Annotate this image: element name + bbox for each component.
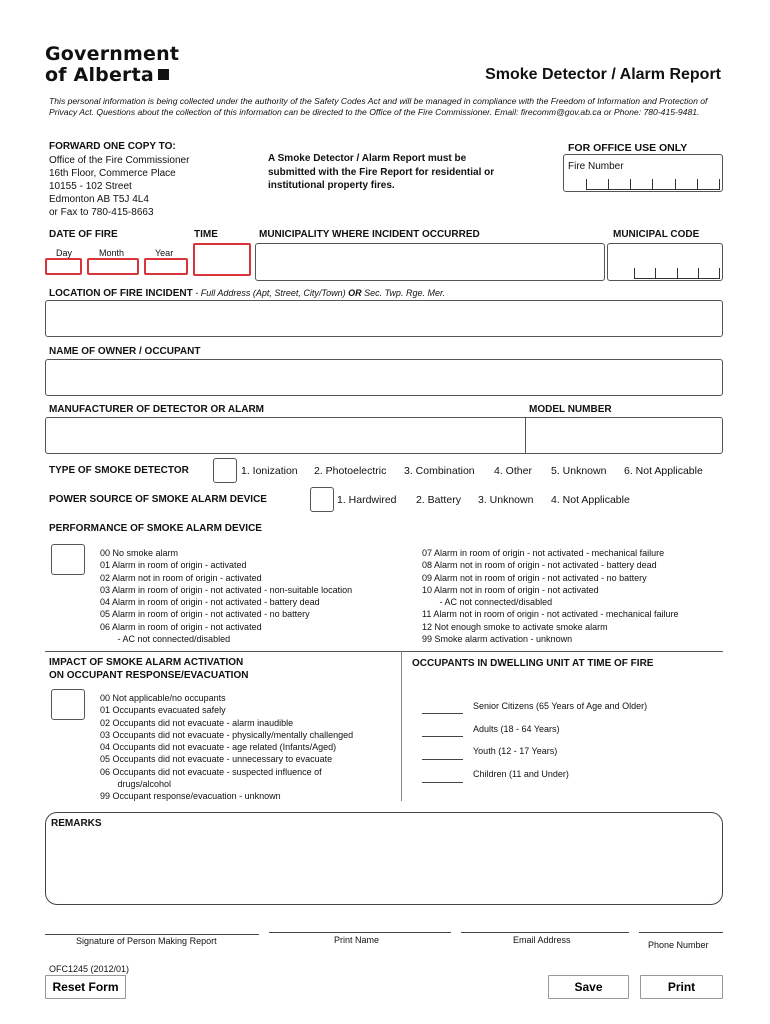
power-option: 2. Battery <box>416 494 461 506</box>
youth-count-line[interactable] <box>422 759 463 760</box>
list-item: - AC not connected/disabled <box>100 634 231 645</box>
day-input[interactable] <box>45 258 82 275</box>
list-item: 99 Occupant response/evacuation - unknown <box>100 791 281 802</box>
signature-label: Signature of Person Making Report <box>76 936 217 946</box>
children-count-line[interactable] <box>422 782 463 783</box>
detector-option: 1. Ionization <box>241 465 298 477</box>
adults-count-line[interactable] <box>422 736 463 737</box>
month-label: Month <box>99 248 125 258</box>
forward-line: or Fax to 780-415-8663 <box>49 207 154 218</box>
forward-line: Edmonton AB T5J 4L4 <box>49 194 149 205</box>
municipal-code-ticks <box>634 268 720 279</box>
model-number-label: MODEL NUMBER <box>529 404 612 415</box>
location-hint-suffix: Sec. Twp. Rge. Mer. <box>361 288 446 298</box>
forward-line: Office of the Fire Commissioner <box>49 155 190 166</box>
list-item: 06 Alarm in room of origin - not activated <box>100 621 262 632</box>
list-item: 00 No smoke alarm <box>100 548 179 558</box>
print-name-line[interactable] <box>269 932 451 933</box>
government-of-alberta-logo <box>45 44 179 86</box>
fire-number-label: Fire Number <box>568 161 624 172</box>
signature-line[interactable] <box>45 934 259 935</box>
list-item: 10 Alarm not in room of origin - not activated <box>422 584 599 595</box>
occupant-item: Youth (12 - 17 Years) <box>473 746 558 756</box>
list-item: 04 Alarm in room of origin - not activated - battery dead <box>100 597 320 608</box>
year-input[interactable] <box>144 258 188 275</box>
logo-square-icon <box>158 69 169 80</box>
impact-occupants-divider <box>401 651 402 801</box>
location-hint: - Full Address (Apt, Street, City/Town) <box>192 288 349 298</box>
municipal-code-label: MUNICIPAL CODE <box>613 229 700 240</box>
location-label-row <box>49 288 445 299</box>
performance-input[interactable] <box>51 544 85 575</box>
detector-option: 4. Other <box>494 465 532 477</box>
seniors-count-line[interactable] <box>422 713 463 714</box>
list-item: drugs/alcohol <box>100 779 172 790</box>
time-label: TIME <box>194 229 218 240</box>
forward-address <box>49 154 189 219</box>
owner-input[interactable] <box>45 359 723 396</box>
logo-line1: Government <box>45 43 180 65</box>
print-button[interactable]: Print <box>640 975 723 999</box>
detector-option: 6. Not Applicable <box>624 465 703 477</box>
year-label: Year <box>155 248 174 258</box>
detector-option: 2. Photoelectric <box>314 465 387 477</box>
list-item: - AC not connected/disabled <box>422 597 553 608</box>
forward-line: 16th Floor, Commerce Place <box>49 168 176 179</box>
reset-form-button[interactable]: Reset Form <box>45 975 126 999</box>
power-option: 4. Not Applicable <box>551 494 630 506</box>
performance-list-right <box>422 547 678 645</box>
impact-label-line1: IMPACT OF SMOKE ALARM ACTIVATION <box>49 657 244 668</box>
impact-list <box>100 692 353 803</box>
municipal-code-input[interactable] <box>607 243 723 281</box>
list-item: 05 Alarm in room of origin - not activated - no battery <box>100 609 310 620</box>
detector-option: 5. Unknown <box>551 465 607 477</box>
form-code: OFC1245 (2012/01) <box>49 964 130 974</box>
impact-label <box>49 656 248 682</box>
list-item: 03 Alarm in room of origin - not activated - non-suitable location <box>100 584 353 595</box>
forward-heading: FORWARD ONE COPY TO: <box>49 141 176 152</box>
impact-label-line2: ON OCCUPANT RESPONSE/EVACUATION <box>49 670 249 681</box>
document-title: Smoke Detector / Alarm Report <box>485 66 721 83</box>
impact-input[interactable] <box>51 689 85 720</box>
month-input[interactable] <box>87 258 139 275</box>
phone-line[interactable] <box>639 932 723 933</box>
list-item: 99 Smoke alarm activation - unknown <box>422 634 573 645</box>
day-label: Day <box>56 248 73 258</box>
list-item: 04 Occupants did not evacuate - age related (Infants/Aged) <box>100 742 337 753</box>
performance-list-left <box>100 547 352 645</box>
location-label: LOCATION OF FIRE INCIDENT <box>49 288 193 299</box>
occupants-label: OCCUPANTS IN DWELLING UNIT AT TIME OF FIRE <box>412 658 654 669</box>
location-input[interactable] <box>45 300 723 337</box>
list-item: 02 Occupants did not evacuate - alarm inaudible <box>100 717 294 728</box>
section-divider <box>45 651 723 652</box>
location-hint-or: OR <box>348 288 362 298</box>
list-item: 01 Occupants evacuated safely <box>100 705 226 716</box>
manufacturer-model-box <box>45 417 723 454</box>
print-name-label: Print Name <box>334 935 380 945</box>
remarks-label: REMARKS <box>51 818 102 829</box>
list-item: 12 Not enough smoke to activate smoke alarm <box>422 621 608 632</box>
email-label: Email Address <box>513 935 571 945</box>
power-source-label: POWER SOURCE OF SMOKE ALARM DEVICE <box>49 494 267 505</box>
list-item: 06 Occupants did not evacuate - suspected influence of <box>100 766 322 777</box>
logo-line2: of Alberta <box>45 64 154 86</box>
power-option: 1. Hardwired <box>337 494 397 506</box>
municipality-input[interactable] <box>255 243 605 281</box>
list-item: 01 Alarm in room of origin - activated <box>100 560 247 571</box>
performance-label: PERFORMANCE OF SMOKE ALARM DEVICE <box>49 523 262 534</box>
save-button[interactable]: Save <box>548 975 629 999</box>
remarks-input[interactable] <box>45 812 723 905</box>
detector-type-input[interactable] <box>213 458 237 483</box>
fire-number-ticks <box>586 179 720 190</box>
occupant-item: Adults (18 - 64 Years) <box>473 724 560 734</box>
municipality-label: MUNICIPALITY WHERE INCIDENT OCCURRED <box>259 229 480 240</box>
list-item: 05 Occupants did not evacuate - unnecessary to evacuate <box>100 754 333 765</box>
power-option: 3. Unknown <box>478 494 534 506</box>
owner-label: NAME OF OWNER / OCCUPANT <box>49 346 201 357</box>
occupant-item: Children (11 and Under) <box>473 769 569 779</box>
submission-notice: A Smoke Detector / Alarm Report must be submitted with the Fire Report for residential or institutional property fires. <box>268 153 495 191</box>
occupant-item: Senior Citizens (65 Years of Age and Older) <box>473 701 648 711</box>
list-item: 00 Not applicable/no occupants <box>100 693 226 703</box>
manufacturer-input[interactable] <box>46 418 525 453</box>
detector-type-label: TYPE OF SMOKE DETECTOR <box>49 465 189 476</box>
forward-line: 10155 - 102 Street <box>49 181 132 192</box>
list-item: 03 Occupants did not evacuate - physically/mentally challenged <box>100 729 354 740</box>
office-use-heading: FOR OFFICE USE ONLY <box>568 142 688 154</box>
phone-label: Phone Number <box>648 940 709 950</box>
time-input[interactable] <box>193 243 251 276</box>
privacy-notice: This personal information is being collected under the authority of the Safety Codes Act and will be managed in compliance with the Freedom of Information and Protection of Privacy Act. Questions about the collection of this information can be directed to the Office of the Fire Commissioner. Email: firecomm@gov.ab.ca or Phone: 780-415-9481. <box>49 96 708 117</box>
list-item: 02 Alarm not in room of origin - activated <box>100 572 262 583</box>
list-item: 09 Alarm not in room of origin - not activated - no battery <box>422 572 647 583</box>
list-item: 11 Alarm not in room of origin - not activated - mechanical failure <box>422 609 679 620</box>
email-line[interactable] <box>461 932 629 933</box>
power-source-input[interactable] <box>310 487 334 512</box>
model-number-input[interactable] <box>526 418 722 453</box>
detector-option: 3. Combination <box>404 465 475 477</box>
date-of-fire-label: DATE OF FIRE <box>49 229 118 240</box>
list-item: 07 Alarm in room of origin - not activated - mechanical failure <box>422 548 665 558</box>
manufacturer-label: MANUFACTURER OF DETECTOR OR ALARM <box>49 404 264 415</box>
fire-number-field[interactable] <box>563 154 723 192</box>
list-item: 08 Alarm not in room of origin - not activated - battery dead <box>422 560 657 571</box>
